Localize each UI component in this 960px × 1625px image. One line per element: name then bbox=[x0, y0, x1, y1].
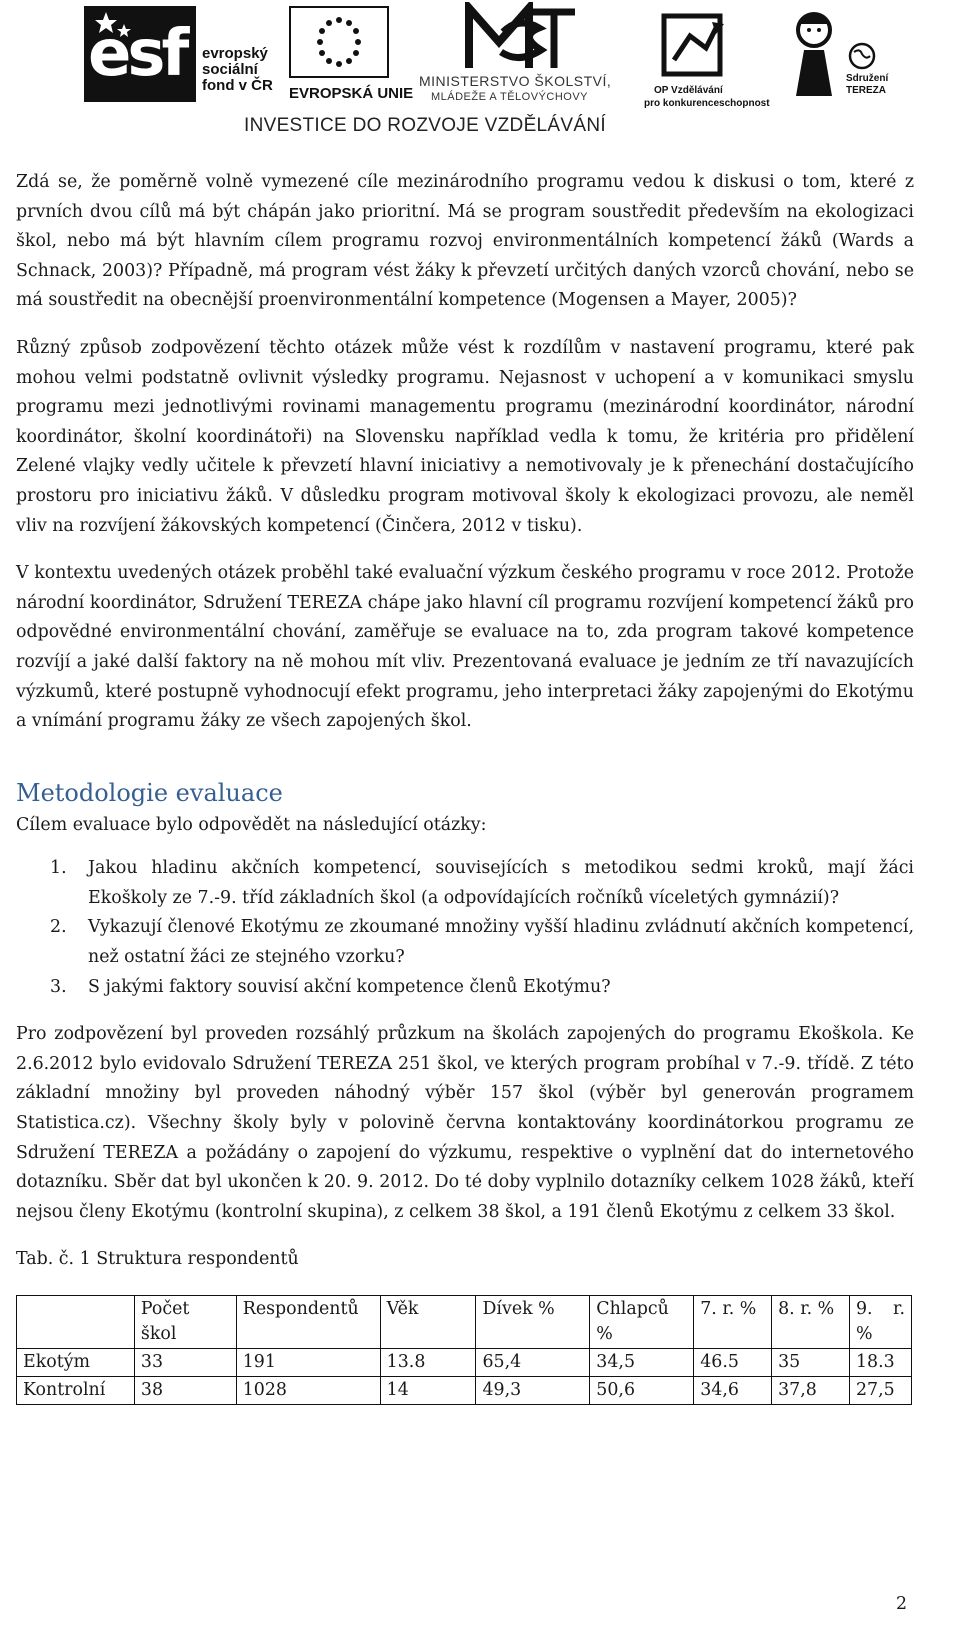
paragraph: Pro zodpovězení byl proveden rozsáhlý průzkum na školách zapojených do programu Ekoškola. Ke 2.6.2012 bylo evidovalo Sdružení TEREZA 251 škol, ve kterých program probíhal v 7.-9. třídě. Z této základní množiny byl proveden náhodný výběr 157 škol (výběr byl generován programem Statistica.cz). Všechny školy byly v polovině června kontaktovány koordinátorkou programu ze Sdružení TEREZA a požádány o zapojení do výzkumu, respektive o vyplnění dat do internetového dotazníku. Sběr dat byl ukončen k 20. 9. 2012. Do té doby vyplnilo dotazníky celkem 1028 žáků, kteří nejsou členy Ekotýmu (kontrolní skupina), z celkem 38 škol, a 191 členů Ekotýmu z celkem 33 škol. bbox=[16, 1024, 914, 1222]
table-cell: 34,6 bbox=[694, 1377, 772, 1405]
question-list bbox=[16, 854, 914, 1002]
tereza-line2: TEREZA bbox=[846, 85, 886, 96]
table-cell: 14 bbox=[380, 1377, 476, 1405]
table-cell: 13.8 bbox=[380, 1349, 476, 1377]
list-item-number: 1. bbox=[50, 858, 67, 879]
table-cell: 49,3 bbox=[476, 1377, 590, 1405]
table-cell: 65,4 bbox=[476, 1349, 590, 1377]
table-row bbox=[17, 1377, 912, 1405]
list-item-text: Jakou hladinu akčních kompetencí, souvisejících s metodikou sedmi kroků, mají žáci Ekoškoly ze 7.-9. tříd základních škol (a odpovídajících ročníků víceletých gymnázií)? bbox=[88, 858, 914, 908]
eu-flag-icon bbox=[289, 6, 389, 78]
table-header-cell: 7. r. % bbox=[694, 1296, 772, 1349]
table-cell: 38 bbox=[134, 1377, 236, 1405]
op-line1: OP Vzdělávání bbox=[654, 85, 723, 96]
table-header-cell: Počet škol bbox=[134, 1296, 236, 1349]
respondents-table bbox=[16, 1295, 912, 1405]
section-intro: Cílem evaluace bylo odpovědět na následující otázky: bbox=[16, 814, 487, 835]
msmt-mark-icon bbox=[459, 2, 579, 72]
msmt-logo bbox=[419, 2, 649, 102]
table-header-cell bbox=[17, 1296, 135, 1349]
table-header-cell: Respondentů bbox=[236, 1296, 380, 1349]
list-item-text: Vykazují členové Ekotýmu ze zkoumané množiny vyšší hladinu zvládnutí akčních kompetencí, než ostatní žáci ze stejného vzorku? bbox=[88, 917, 914, 968]
list-item-number: 3. bbox=[50, 976, 67, 997]
table-cell: 35 bbox=[772, 1349, 850, 1377]
table-cell: 33 bbox=[134, 1349, 236, 1377]
table-cell: 37,8 bbox=[772, 1377, 850, 1405]
page-number: 2 bbox=[896, 1594, 908, 1614]
list-item-text: S jakými faktory souvisí akční kompetence členů Ekotýmu? bbox=[88, 976, 611, 997]
table-header-cell: Dívek % bbox=[476, 1296, 590, 1349]
list-item bbox=[16, 854, 914, 913]
tereza-line1: Sdružení bbox=[846, 73, 889, 84]
list-item bbox=[16, 913, 914, 972]
paragraph: Zdá se, že poměrně volně vymezené cíle mezinárodního programu vedou k diskusi o tom, které z prvních dvou cílů má být chápán jako prioritní. Má se program soustředit především na ekologizaci škol, nebo má být hlavním cílem programu rozvoj environmentálních kompetencí žáků (Wards a Schnack, 2003)? Případně, má program vést žáky k převzetí určitých daných vzorců chování, nebo se má soustředit na obecnější proenvironmentální kompetence (Mogensen a Mayer, 2005)? bbox=[16, 172, 914, 311]
op-logo bbox=[644, 10, 774, 110]
table-header-cell: Chlapců % bbox=[590, 1296, 694, 1349]
table-cell: Kontrolní bbox=[17, 1377, 135, 1405]
investice-tagline: INVESTICE DO ROZVOJE VZDĚLÁVÁNÍ bbox=[244, 115, 606, 136]
esf-logo bbox=[84, 6, 284, 104]
eu-caption: EVROPSKÁ UNIE bbox=[289, 85, 414, 102]
table-header-cell: Věk bbox=[380, 1296, 476, 1349]
table-cell: Ekotým bbox=[17, 1349, 135, 1377]
table-header-row bbox=[17, 1296, 912, 1349]
table-cell: 27,5 bbox=[849, 1377, 911, 1405]
esf-logo-mark bbox=[84, 6, 196, 102]
paragraph: V kontextu uvedených otázek proběhl také evaluační výzkum českého programu v roce 2012. Protože národní koordinátor, Sdružení TEREZA chápe jako hlavní cíl programu rozvíjení kompetencí žáků pro odpovědné environmentální chování, zaměřuje se evaluace na to, zda program takové kompetence rozvíjí a jaké další faktory na ně mohou mít vliv. Prezentovaná evaluace je jedním ze tří navazujících výzkumů, které postupně vyhodnocují efekt programu, jeho interpretaci žáky zapojenými do Ekotýmu a vnímání programu žáky ze všech zapojených škol. bbox=[16, 563, 914, 732]
tereza-logo bbox=[784, 6, 889, 106]
table-cell: 18.3 bbox=[849, 1349, 911, 1377]
girl-icon bbox=[784, 6, 844, 106]
table-cell: 34,5 bbox=[590, 1349, 694, 1377]
table-cell: 1028 bbox=[236, 1377, 380, 1405]
table-header-cell: 9. r. % bbox=[849, 1296, 911, 1349]
globe-icon bbox=[848, 42, 876, 70]
section-heading: Metodologie evaluace bbox=[16, 778, 283, 807]
document-body bbox=[16, 168, 914, 1405]
table-row bbox=[17, 1349, 912, 1377]
list-item bbox=[16, 973, 914, 1003]
op-line2: pro konkurenceschopnost bbox=[644, 98, 770, 109]
msmt-line2: MLÁDEŽE A TĚLOVÝCHOVY bbox=[431, 91, 589, 103]
eu-logo bbox=[289, 6, 414, 104]
esf-text bbox=[202, 46, 273, 94]
msmt-line1: MINISTERSTVO ŠKOLSTVÍ, bbox=[419, 73, 612, 89]
table-cell: 50,6 bbox=[590, 1377, 694, 1405]
table-cell: 46.5 bbox=[694, 1349, 772, 1377]
table-cell: 191 bbox=[236, 1349, 380, 1377]
op-mark-icon bbox=[656, 10, 736, 80]
esf-text-line: evropský bbox=[202, 45, 268, 62]
list-item-number: 2. bbox=[50, 917, 67, 938]
paragraph: Různý způsob zodpovězení těchto otázek může vést k rozdílům v nastavení programu, které pak mohou velmi podstatně ovlivnit výsledky programu. Nejasnost v uchopení a v komunikaci smyslu programu mezi jednotlivými rovinami managementu programu (mezinárodní koordinátor, národní koordinátor, školní koordinátoři) na Slovensku například vedla k tomu, že kritéria pro přidělení Zelené vlajky vedly učitele k převzetí hlavní iniciativy a nemotivovaly je k přenechání dostačujícího prostoru pro iniciativu žáků. V důsledku program motivoval školy k ekologizaci provozu, ale neměl vliv na rozvíjení žákovských kompetencí (Činčera, 2012 v tisku). bbox=[16, 337, 914, 536]
table-caption: Tab. č. 1 Struktura respondentů bbox=[16, 1249, 299, 1270]
esf-text-line: fond v ČR bbox=[202, 77, 273, 94]
esf-letters: esf bbox=[88, 17, 186, 91]
esf-text-line: sociální bbox=[202, 61, 258, 78]
table-header-cell: 8. r. % bbox=[772, 1296, 850, 1349]
